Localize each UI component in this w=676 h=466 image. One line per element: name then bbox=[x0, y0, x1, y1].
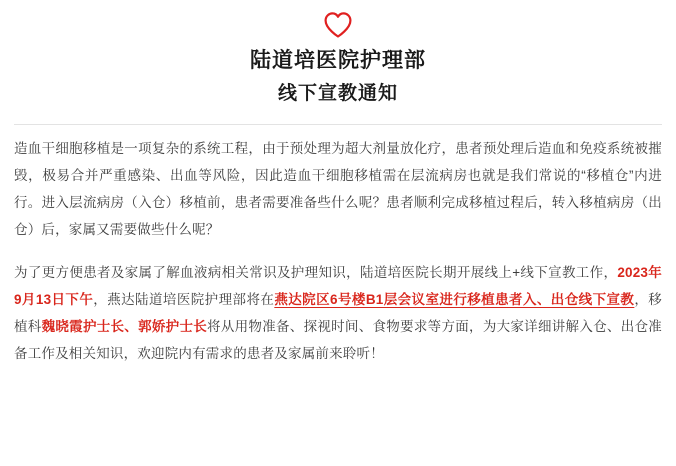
paragraph-2 bbox=[14, 259, 662, 367]
notice-body bbox=[14, 135, 662, 367]
text-segment-3: 燕达院区6号楼B1层会议室进行移植患者入、出仓线下宣教 bbox=[274, 292, 635, 307]
header-divider bbox=[14, 124, 662, 125]
text-segment-5: 魏晓霞护士长、郭娇护士长 bbox=[41, 319, 208, 334]
text-segment-2: ，燕达陆道培医院护理部将在 bbox=[93, 292, 275, 307]
text-segment-6: 将从用物准备、探视时间、食物要求等方面，为大家详细讲解入仓、出仓准备工作及相关知识，欢迎院内有需求的患者及家属前来聆听！ bbox=[14, 319, 662, 361]
text-segment-4: ，移植科 bbox=[14, 292, 662, 334]
logo-container bbox=[14, 0, 662, 42]
text-segment-1: 2023年9月13日下午 bbox=[14, 265, 662, 307]
paragraph-1 bbox=[14, 135, 662, 243]
heart-icon bbox=[324, 12, 352, 42]
page-title bbox=[14, 44, 662, 110]
text-segment-0: 造血干细胞移植是一项复杂的系统工程，由于预处理为超大剂量放化疗，患者预处理后造血和免疫系统被摧毁，极易合并严重感染、出血等风险，因此造血干细胞移植需在层流病房也就是我们常说的“移植仓”内进行。进入层流病房（入仓）移植前，患者需要准备些什么呢？患者顺利完成移植过程后，转入移植病房（出仓）后，家属又需要做些什么呢？ bbox=[14, 141, 662, 237]
title-line-2: 线下宣教通知 bbox=[277, 83, 398, 104]
text-segment-0: 为了更方便患者及家属了解血液病相关常识及护理知识，陆道培医院长期开展线上+线下宣教工作， bbox=[14, 265, 618, 280]
title-line-1: 陆道培医院护理部 bbox=[250, 49, 426, 72]
